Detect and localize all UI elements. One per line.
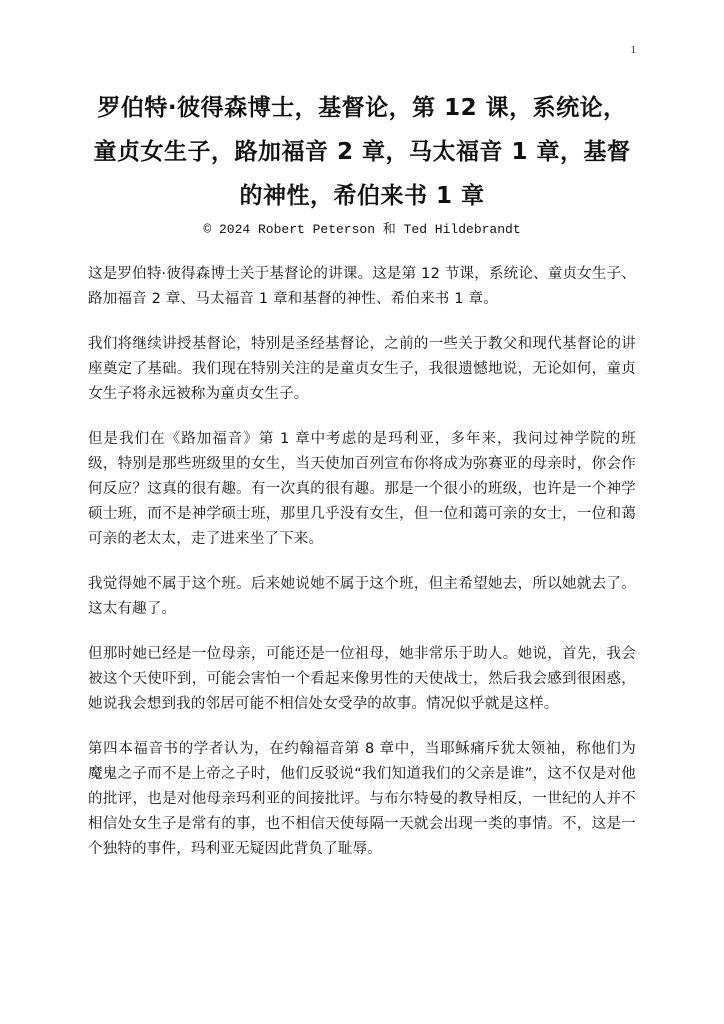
paragraph: 我觉得她不属于这个班。后来她说她不属于这个班，但主希望她去，所以她就去了。这太有趣了。 bbox=[88, 576, 636, 617]
paragraph: 我们将继续讲授基督论，特别是圣经基督论，之前的一些关于教父和现代基督论的讲座奠定了基础。我们现在特别关注的是童贞女生子，我很遗憾地说，无论如何，童贞女生子将永远被称为童贞女生子。 bbox=[88, 336, 636, 402]
paragraph: 第四本福音书的学者认为，在约翰福音第 8 章中，当耶稣痛斥犹太领袖，称他们为魔鬼之子而不是上帝之子时，他们反驳说“我们知道我们的父亲是谁”，这不仅是对他的批评，也是对他母亲玛利亚的间接批评。与布尔特曼的教导相反，一世纪的人并不相信处女生子是常有的事，也不相信天使每隔一天就会出现一类的事情。不，这是一个独特的事件，玛利亚无疑因此背负了耻辱。 bbox=[88, 741, 636, 857]
paragraph: 但是我们在《路加福音》第 1 章中考虑的是玛利亚，多年来，我问过神学院的班级，特别是那些班级里的女生，当天使加百列宣布你将成为弥赛亚的母亲时，你会作何反应？这真的很有趣。有一次真的很有趣。那是一个很小的班级，也许是一个神学硕士班，而不是神学硕士班，那里几乎没有女生，但一位和蔼可亲的女士，一位和蔼可亲的老太太，走了进来坐了下来。 bbox=[88, 431, 636, 547]
document-title: 罗伯特·彼得森博士，基督论，第 12 课，系统论，童贞女生子，路加福音 2 章，马太福音 1 章，基督的神性，希伯来书 1 章 bbox=[93, 95, 631, 209]
page-number: 1 bbox=[630, 44, 636, 56]
copyright-line: © 2024 Robert Peterson 和 Ted Hildebrandt bbox=[203, 222, 521, 237]
document-body bbox=[88, 262, 636, 882]
paragraph: 这是罗伯特·彼得森博士关于基督论的讲课。这是第 12 节课，系统论、童贞女生子、路加福音 2 章、马太福音 1 章和基督的神性、希伯来书 1 章。 bbox=[88, 266, 636, 307]
paragraph: 但那时她已经是一位母亲，可能还是一位祖母，她非常乐于助人。她说，首先，我会被这个天使吓到，可能会害怕一个看起来像男性的天使战士，然后我会感到很困惑，她说我会想到我的邻居可能不相信处女受孕的故事。情况似乎就是这样。 bbox=[88, 646, 636, 712]
